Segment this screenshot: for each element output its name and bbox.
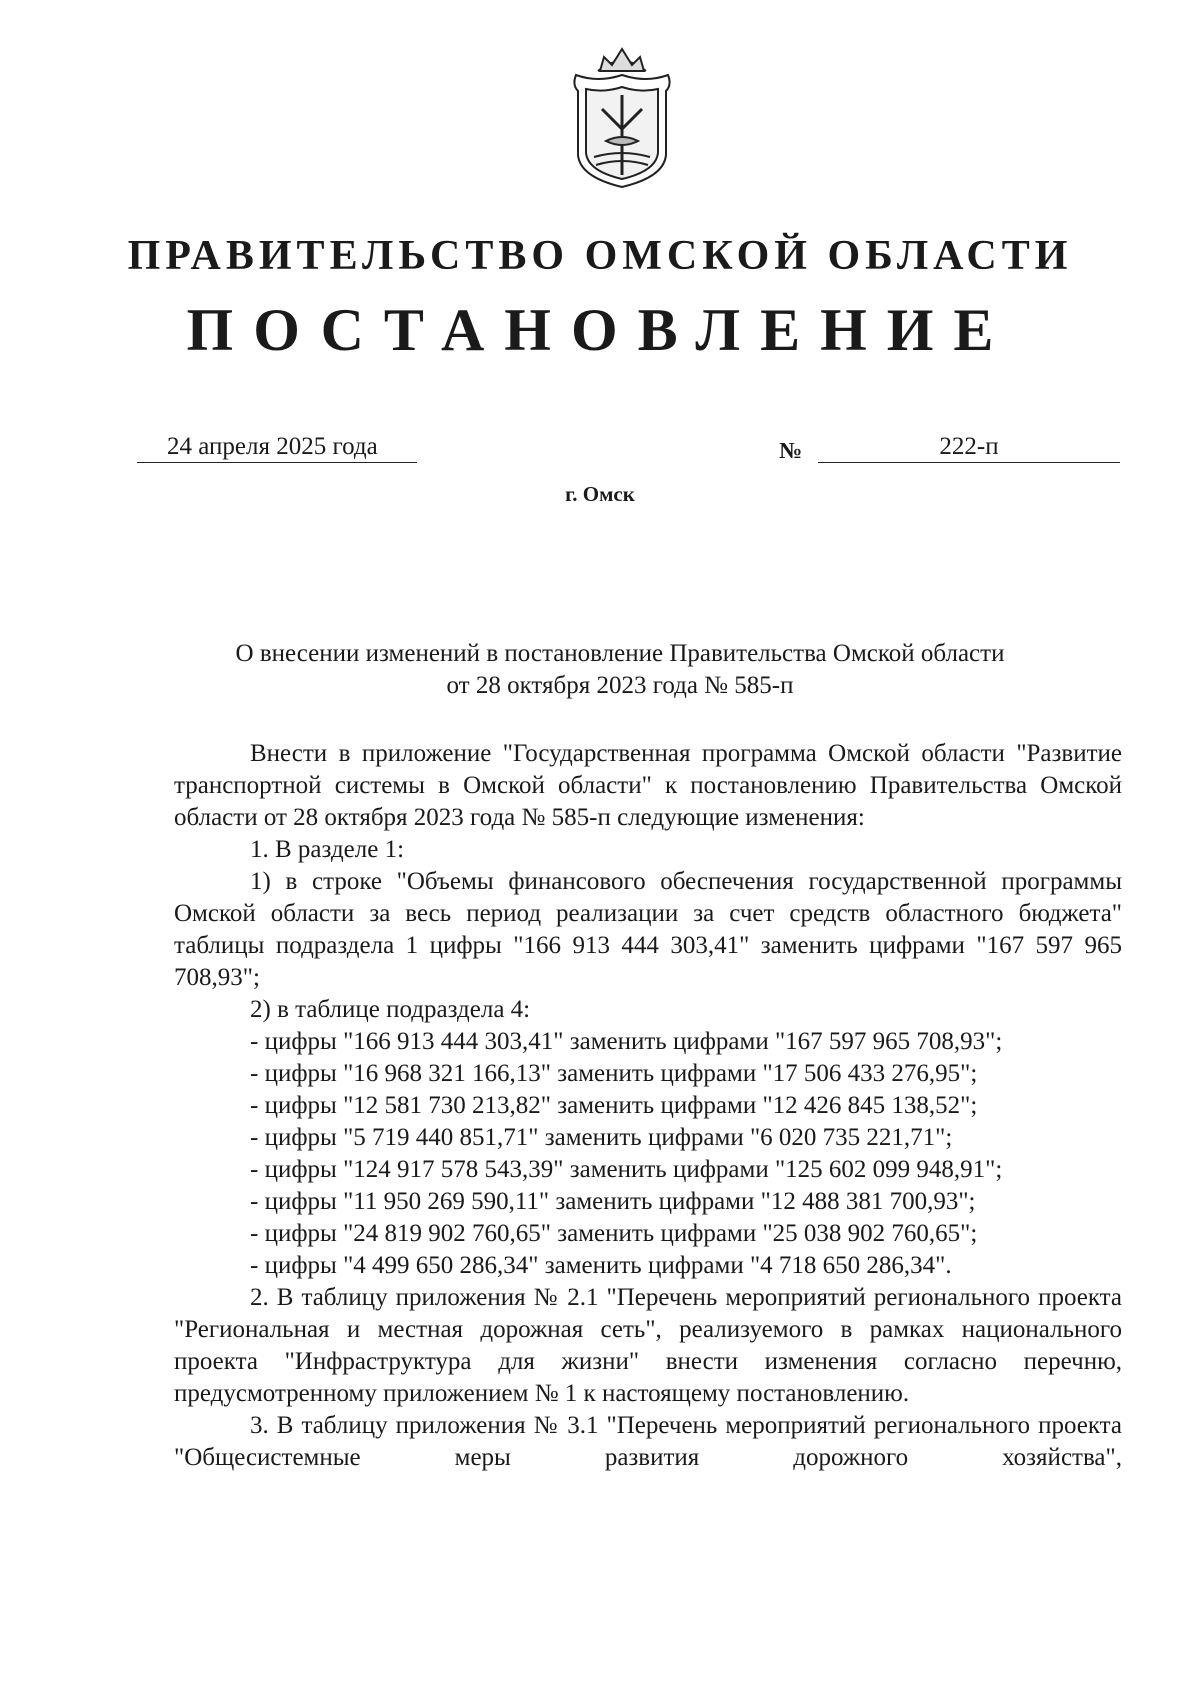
- intro-paragraph: Внести в приложение "Государственная программа Омской области "Развитие транспортной системы в Омской области" к постановлению Правительства Омской области от 28 октября 2023 года № 585-п следующие изменения:: [174, 740, 1122, 831]
- document-type-title: ПОСТАНОВЛЕНИЕ: [186, 297, 1014, 363]
- coat-of-arms-icon: [560, 45, 684, 190]
- subject-line-2: от 28 октября 2023 года № 585-п: [446, 672, 794, 699]
- number-label: №: [779, 438, 803, 463]
- city: г. Омск: [565, 482, 635, 506]
- document-number: 222-п: [818, 432, 1120, 463]
- subject-line-1: О внесении изменений в постановление Правительства Омской области: [235, 640, 1005, 667]
- document-body: [174, 738, 1122, 1474]
- section-2-paragraph: 2. В таблицу приложения № 2.1 "Перечень мероприятий регионального проекта "Региональная и местная дорожная сеть", реализуемого в рамках национального проекта "Инфраструктура для жизни" внести изменения согласно перечню, предусмотренному приложением № 1 к настоящему постановлению.: [174, 1284, 1122, 1407]
- replacement-bullet: - цифры "12 581 730 213,82" заменить цифрами "12 426 845 138,52";: [250, 1092, 978, 1119]
- replacement-bullet: - цифры "166 913 444 303,41" заменить цифрами "167 597 965 708,93";: [250, 1028, 1003, 1055]
- section-1-heading: 1. В разделе 1:: [250, 836, 405, 863]
- item-1-paragraph: 1) в строке "Объемы финансового обеспечения государственной программы Омской области за весь период реализации за счет средств областного бюджета" таблицы подраздела 1 цифры "166 913 444 303,41" заменить цифрами "167 597 965 708,93";: [174, 868, 1122, 991]
- section-3-paragraph: 3. В таблицу приложения № 3.1 "Перечень мероприятий регионального проекта "Общесистемные меры развития дорожного хозяйства",: [174, 1412, 1122, 1471]
- replacement-bullet: - цифры "16 968 321 166,13" заменить цифрами "17 506 433 276,95";: [250, 1060, 978, 1087]
- replacement-bullet: - цифры "124 917 578 543,39" заменить цифрами "125 602 099 948,91";: [250, 1156, 1003, 1183]
- government-title: ПРАВИТЕЛЬСТВО ОМСКОЙ ОБЛАСТИ: [127, 233, 1073, 279]
- subject-heading: [150, 638, 1090, 702]
- document-date: 24 апреля 2025 года: [137, 432, 417, 463]
- replacement-bullet: - цифры "11 950 269 590,11" заменить цифрами "12 488 381 700,93";: [250, 1188, 976, 1215]
- replacement-bullet: - цифры "4 499 650 286,34" заменить цифрами "4 718 650 286,34".: [250, 1252, 952, 1279]
- replacement-bullet: - цифры "5 719 440 851,71" заменить цифрами "6 020 735 221,71";: [250, 1124, 953, 1151]
- replacement-bullet: - цифры "24 819 902 760,65" заменить цифрами "25 038 902 760,65";: [250, 1220, 978, 1247]
- item-2-paragraph: 2) в таблице подраздела 4:: [250, 996, 531, 1023]
